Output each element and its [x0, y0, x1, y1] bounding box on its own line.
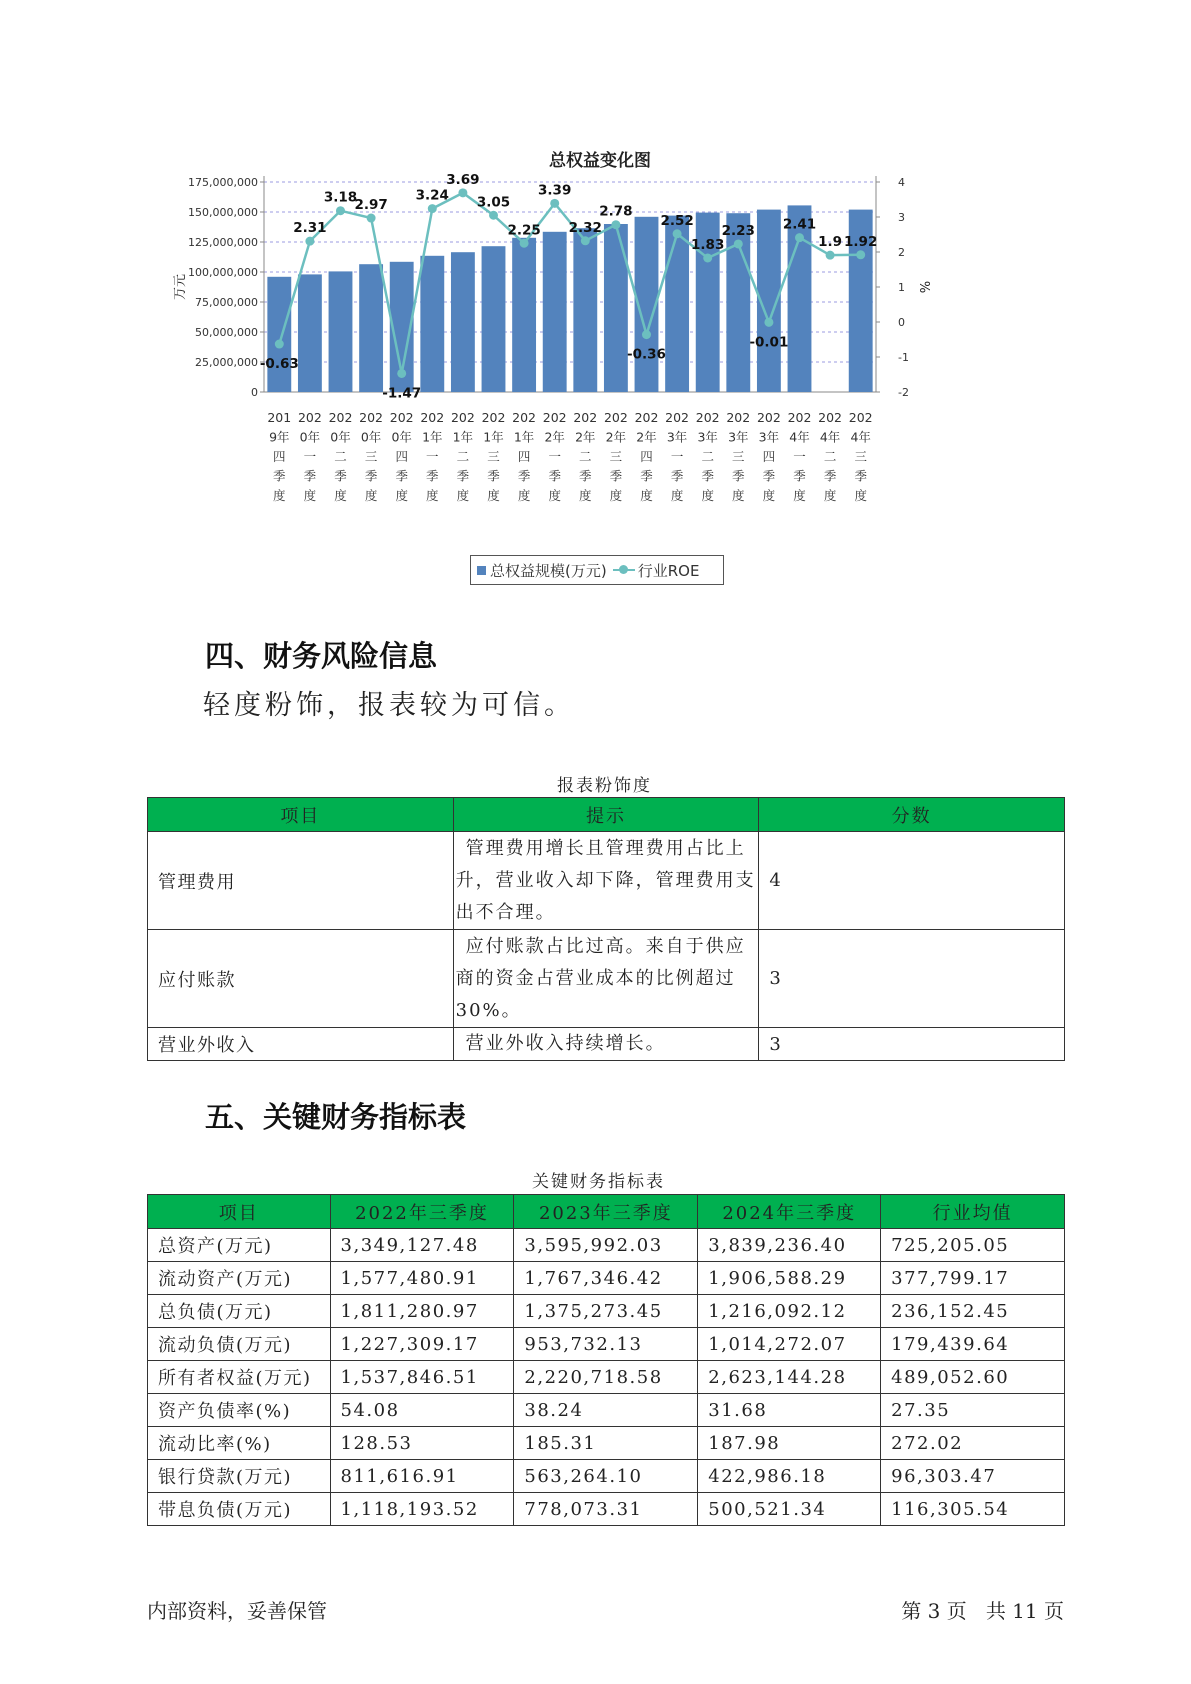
key-table-body — [148, 1229, 1065, 1526]
roe-point — [703, 253, 712, 262]
metric-name: 流动负债(万元) — [148, 1328, 331, 1361]
y2-tick-label: -1 — [898, 351, 909, 364]
x-tick-label: 三 — [487, 449, 500, 464]
y-axis-label: 万元 — [173, 273, 188, 301]
x-tick-label: 季 — [364, 468, 378, 484]
y-tick-label: 100,000,000 — [188, 266, 258, 279]
x-tick-label: 202 — [787, 410, 812, 425]
x-tick-label: 度 — [701, 488, 714, 503]
roe-point — [550, 199, 559, 208]
x-tick-label: 0年 — [299, 429, 321, 445]
metric-value: 3,595,992.03 — [514, 1229, 698, 1262]
bar-equity — [482, 246, 506, 392]
metric-value: 1,014,272.07 — [698, 1328, 881, 1361]
x-tick-label: 季 — [732, 468, 745, 484]
x-tick-label: 202 — [450, 410, 475, 425]
x-tick-label: 3年 — [697, 429, 718, 445]
equity-chart — [168, 138, 1048, 593]
roe-data-label: 3.05 — [476, 194, 511, 211]
roe-point — [826, 251, 835, 260]
bar-equity — [573, 228, 597, 392]
x-tick-label: 0年 — [330, 429, 351, 445]
metric-name: 所有者权益(万元) — [148, 1361, 331, 1394]
y2-tick-label: 0 — [898, 316, 905, 329]
legend-line-swatch — [613, 565, 635, 575]
x-tick-label: 三 — [732, 449, 745, 464]
roe-point — [856, 250, 865, 259]
table-row — [148, 832, 1065, 930]
x-tick-label: 3年 — [728, 429, 749, 445]
roe-data-label: 1.9 — [818, 234, 843, 251]
x-tick-label: 三 — [854, 449, 867, 464]
x-tick-label: 202 — [420, 410, 445, 425]
x-tick-label: 季 — [273, 468, 286, 484]
bar-equity — [298, 274, 322, 392]
x-tick-label: 四 — [762, 449, 776, 464]
roe-point — [795, 233, 804, 242]
x-tick-label: 202 — [328, 410, 353, 425]
metric-value: 272.02 — [881, 1427, 1065, 1460]
metric-value: 377,799.17 — [881, 1262, 1065, 1295]
x-tick-label: 二 — [823, 449, 837, 464]
chart-roe-line — [260, 172, 878, 402]
x-tick-label: 四 — [640, 449, 653, 464]
table-row — [148, 1361, 1065, 1394]
roe-point — [734, 239, 743, 248]
y-tick-label: 175,000,000 — [188, 176, 258, 189]
x-tick-label: 度 — [732, 488, 745, 503]
roe-data-label: -1.47 — [382, 385, 422, 402]
table-row — [148, 1460, 1065, 1493]
x-tick-label: 4年 — [850, 429, 871, 445]
risk-table-header — [148, 798, 1065, 832]
roe-data-label: 2.32 — [568, 219, 602, 236]
x-tick-label: 2年 — [544, 429, 565, 445]
y2-tick-label: 2 — [898, 246, 905, 259]
x-tick-label: 一 — [670, 449, 684, 464]
roe-point — [305, 237, 314, 246]
x-tick-label: 0年 — [360, 429, 382, 445]
metric-value: 128.53 — [330, 1427, 514, 1460]
legend-bar-label: 总权益规模(万元) — [490, 561, 607, 580]
roe-data-label: 2.78 — [599, 203, 633, 220]
risk-score: 3 — [759, 930, 1065, 1028]
roe-point — [458, 188, 467, 197]
key-header-2023q3: 2023年三季度 — [514, 1195, 698, 1229]
y2-tick-label: -2 — [898, 386, 909, 399]
metric-name: 流动资产(万元) — [148, 1262, 331, 1295]
x-tick-label: 4年 — [819, 429, 841, 445]
risk-score: 4 — [759, 832, 1065, 930]
x-tick-label: 一 — [426, 449, 439, 464]
x-tick-label: 季 — [395, 468, 408, 484]
roe-data-label: 1.83 — [691, 236, 725, 253]
x-tick-label: 202 — [481, 410, 506, 425]
x-tick-label: 1年 — [452, 429, 474, 445]
x-tick-label: 三 — [364, 449, 378, 464]
metric-value: 185.31 — [514, 1427, 698, 1460]
x-tick-label: 季 — [426, 468, 439, 484]
risk-hint-line: 30%。 — [455, 999, 522, 1021]
metric-value: 1,577,480.91 — [330, 1262, 514, 1295]
key-header-industry-avg: 行业均值 — [881, 1195, 1065, 1229]
x-tick-label: 一 — [793, 449, 806, 464]
key-header-item: 项目 — [148, 1195, 331, 1229]
x-tick-label: 季 — [701, 468, 714, 484]
risk-item: 应付账款 — [148, 930, 454, 1028]
metric-name: 银行贷款(万元) — [148, 1460, 331, 1493]
y2-axis-label: % — [916, 280, 931, 294]
x-tick-label: 3年 — [758, 429, 780, 445]
x-tick-label: 季 — [640, 468, 653, 484]
y-tick-label: 150,000,000 — [188, 206, 258, 219]
roe-data-label: 2.25 — [507, 222, 541, 239]
footer-confidential: 内部资料，妥善保管 — [147, 1599, 327, 1623]
bar-equity — [420, 256, 444, 392]
x-tick-label: 202 — [573, 410, 598, 425]
risk-hint-line: 应付账款占比过高。来自于供应 — [465, 935, 746, 957]
table-row — [148, 1028, 1065, 1061]
x-tick-label: 季 — [303, 468, 317, 484]
x-tick-label: 度 — [609, 488, 623, 503]
roe-point — [581, 236, 590, 245]
bar-equity — [451, 252, 475, 392]
roe-data-label: 2.97 — [354, 197, 388, 214]
x-tick-label: 201 — [267, 410, 292, 425]
risk-hint-line: 升，营业收入却下降，管理费用支 — [455, 869, 756, 891]
x-tick-label: 202 — [726, 410, 751, 425]
bar-equity — [665, 216, 689, 392]
metric-value: 811,616.91 — [330, 1460, 514, 1493]
roe-point — [764, 318, 773, 327]
bar-equity — [604, 224, 628, 392]
metric-value: 1,537,846.51 — [330, 1361, 514, 1394]
table-row — [148, 1262, 1065, 1295]
metric-value: 236,152.45 — [881, 1295, 1065, 1328]
x-tick-label: 度 — [579, 488, 592, 503]
x-tick-label: 202 — [603, 410, 628, 425]
roe-point — [673, 229, 682, 238]
roe-point — [428, 204, 437, 213]
section4-heading: 四、财务风险信息 — [205, 639, 438, 673]
table-row — [148, 1295, 1065, 1328]
metric-value: 422,986.18 — [698, 1460, 881, 1493]
x-tick-label: 202 — [359, 410, 384, 425]
roe-data-label: -0.01 — [749, 334, 789, 351]
metric-value: 1,767,346.42 — [514, 1262, 698, 1295]
x-tick-label: 度 — [456, 488, 470, 503]
risk-header-hint: 提示 — [453, 798, 759, 832]
x-tick-label: 1年 — [422, 429, 443, 445]
x-tick-label: 季 — [793, 468, 806, 484]
x-tick-label: 度 — [426, 488, 439, 503]
x-tick-label: 一 — [303, 449, 317, 464]
chart-legend — [470, 555, 724, 585]
metric-value: 563,264.10 — [514, 1460, 698, 1493]
roe-point — [489, 211, 498, 220]
table-row — [148, 1328, 1065, 1361]
y-tick-label: 125,000,000 — [188, 236, 258, 249]
metric-value: 953,732.13 — [514, 1328, 698, 1361]
metric-value: 27.35 — [881, 1394, 1065, 1427]
x-tick-label: 一 — [548, 449, 561, 464]
x-tick-label: 季 — [487, 468, 500, 484]
metric-value: 38.24 — [514, 1394, 698, 1427]
risk-score: 3 — [759, 1028, 1065, 1061]
x-tick-label: 202 — [542, 410, 567, 425]
roe-data-label: 2.31 — [293, 220, 327, 237]
x-tick-label: 度 — [793, 488, 806, 503]
metric-value: 1,118,193.52 — [330, 1493, 514, 1526]
bar-equity — [359, 264, 383, 392]
x-tick-label: 四 — [395, 449, 408, 464]
x-tick-label: 季 — [548, 468, 561, 484]
roe-point — [642, 330, 651, 339]
x-tick-label: 度 — [334, 488, 347, 503]
x-tick-label: 202 — [695, 410, 720, 425]
x-tick-label: 度 — [548, 488, 561, 503]
table-row — [148, 1394, 1065, 1427]
metric-value: 1,811,280.97 — [330, 1295, 514, 1328]
metric-value: 2,220,718.58 — [514, 1361, 698, 1394]
key-table-header — [148, 1195, 1065, 1229]
metric-value: 187.98 — [698, 1427, 881, 1460]
x-tick-label: 202 — [818, 410, 843, 425]
metric-value: 1,906,588.29 — [698, 1262, 881, 1295]
table-row — [148, 1493, 1065, 1526]
bar-equity — [512, 238, 536, 392]
risk-table-caption: 报表粉饰度 — [557, 776, 652, 796]
x-tick-label: 度 — [517, 488, 531, 503]
metric-value: 778,073.31 — [514, 1493, 698, 1526]
roe-point — [520, 239, 529, 248]
x-tick-label: 度 — [670, 488, 684, 503]
risk-hint — [453, 930, 759, 1028]
x-tick-label: 季 — [823, 468, 837, 484]
x-tick-label: 202 — [634, 410, 659, 425]
metric-value: 725,205.05 — [881, 1229, 1065, 1262]
table-row — [148, 1229, 1065, 1262]
key-header-2024q3: 2024年三季度 — [698, 1195, 881, 1229]
x-tick-label: 二 — [334, 449, 347, 464]
table-row — [148, 930, 1065, 1028]
roe-point — [611, 220, 620, 229]
x-tick-label: 202 — [512, 410, 537, 425]
roe-data-label: -0.36 — [627, 346, 666, 363]
risk-header-item: 项目 — [148, 798, 454, 832]
x-tick-label: 202 — [389, 410, 414, 425]
x-tick-label: 季 — [456, 468, 470, 484]
x-tick-label: 四 — [273, 449, 286, 464]
x-tick-label: 季 — [334, 468, 347, 484]
roe-point — [275, 340, 284, 349]
x-tick-label: 二 — [456, 449, 470, 464]
x-tick-label: 202 — [756, 410, 781, 425]
y2-tick-label: 3 — [898, 211, 905, 224]
x-tick-label: 3年 — [666, 429, 688, 445]
y-tick-label: 0 — [251, 386, 258, 399]
x-tick-label: 季 — [670, 468, 684, 484]
x-tick-label: 0年 — [391, 429, 412, 445]
x-tick-label: 度 — [823, 488, 837, 503]
x-tick-label: 度 — [273, 488, 286, 503]
risk-hint — [453, 1028, 759, 1061]
x-tick-label: 度 — [303, 488, 317, 503]
metric-value: 489,052.60 — [881, 1361, 1065, 1394]
footer-page-number: 第 3 页 共 11 页 — [901, 1599, 1064, 1623]
metric-value: 179,439.64 — [881, 1328, 1065, 1361]
roe-data-label: -0.63 — [259, 356, 299, 373]
x-tick-label: 度 — [854, 488, 867, 503]
metric-value: 96,303.47 — [881, 1460, 1065, 1493]
y2-tick-label: 4 — [898, 176, 905, 189]
metric-value: 1,375,273.45 — [514, 1295, 698, 1328]
x-tick-label: 季 — [517, 468, 531, 484]
x-tick-label: 季 — [579, 468, 592, 484]
x-tick-label: 季 — [609, 468, 623, 484]
risk-item: 营业外收入 — [148, 1028, 454, 1061]
x-tick-label: 2年 — [575, 429, 596, 445]
x-tick-label: 二 — [701, 449, 714, 464]
metric-value: 1,227,309.17 — [330, 1328, 514, 1361]
key-table-caption: 关键财务指标表 — [532, 1172, 665, 1192]
x-tick-label: 2年 — [605, 429, 627, 445]
x-tick-label: 度 — [395, 488, 408, 503]
table-row — [148, 1427, 1065, 1460]
x-tick-label: 2年 — [636, 429, 657, 445]
x-tick-label: 9年 — [269, 429, 290, 445]
y-tick-label: 25,000,000 — [195, 356, 258, 369]
metric-value: 500,521.34 — [698, 1493, 881, 1526]
metric-value: 3,839,236.40 — [698, 1229, 881, 1262]
risk-header-score: 分数 — [759, 798, 1065, 832]
risk-hint-line: 管理费用增长且管理费用占比上 — [465, 837, 746, 859]
x-tick-label: 度 — [364, 488, 378, 503]
metric-value: 3,349,127.48 — [330, 1229, 514, 1262]
roe-data-label: 2.52 — [660, 212, 694, 229]
x-tick-label: 度 — [762, 488, 776, 503]
risk-hint-line: 出不合理。 — [455, 901, 556, 923]
metric-value: 2,623,144.28 — [698, 1361, 881, 1394]
risk-hint-line: 商的资金占营业成本的比例超过 — [455, 967, 736, 989]
y2-tick-label: 1 — [898, 281, 905, 294]
roe-data-label: 1.92 — [844, 233, 878, 250]
legend-bar-swatch — [477, 566, 486, 575]
metric-name: 总资产(万元) — [148, 1229, 331, 1262]
roe-data-label: 3.18 — [323, 189, 358, 206]
roe-point — [397, 369, 406, 378]
metric-value: 31.68 — [698, 1394, 881, 1427]
metric-name: 资产负债率(%) — [148, 1394, 331, 1427]
y-tick-label: 50,000,000 — [195, 326, 258, 339]
risk-table — [147, 797, 1065, 1061]
x-tick-label: 4年 — [789, 429, 810, 445]
roe-point — [336, 206, 345, 215]
x-tick-label: 季 — [762, 468, 776, 484]
metric-value: 1,216,092.12 — [698, 1295, 881, 1328]
metric-name: 流动比率(%) — [148, 1427, 331, 1460]
x-tick-label: 度 — [487, 488, 500, 503]
x-tick-label: 202 — [665, 410, 690, 425]
legend-line-label: 行业ROE — [637, 561, 700, 580]
key-metrics-table — [147, 1194, 1065, 1526]
x-tick-label: 1年 — [513, 429, 535, 445]
metric-value: 54.08 — [330, 1394, 514, 1427]
metric-value: 116,305.54 — [881, 1493, 1065, 1526]
section5-heading: 五、关键财务指标表 — [205, 1100, 467, 1134]
roe-point — [367, 214, 376, 223]
x-tick-label: 1年 — [483, 429, 504, 445]
x-tick-label: 202 — [848, 410, 873, 425]
metric-name: 带息负债(万元) — [148, 1493, 331, 1526]
bar-equity — [329, 271, 353, 392]
roe-data-label: 3.69 — [446, 171, 480, 188]
roe-data-label: 2.41 — [782, 216, 817, 233]
section4-text: 轻度粉饰，报表较为可信。 — [203, 690, 575, 721]
roe-data-label: 2.23 — [721, 222, 755, 239]
x-tick-label: 202 — [297, 410, 322, 425]
risk-hint — [453, 832, 759, 930]
y-tick-label: 75,000,000 — [195, 296, 258, 309]
x-tick-label: 三 — [609, 449, 623, 464]
x-tick-label: 度 — [640, 488, 653, 503]
chart-title: 总权益变化图 — [549, 151, 651, 171]
x-tick-label: 二 — [579, 449, 592, 464]
x-tick-label: 季 — [854, 468, 867, 484]
risk-item: 管理费用 — [148, 832, 454, 930]
bar-equity — [267, 277, 291, 392]
roe-data-label: 3.24 — [415, 187, 449, 204]
x-tick-label: 四 — [517, 449, 531, 464]
roe-data-label: 3.39 — [538, 182, 572, 199]
metric-name: 总负债(万元) — [148, 1295, 331, 1328]
key-header-2022q3: 2022年三季度 — [330, 1195, 514, 1229]
risk-hint-line: 营业外收入持续增长。 — [465, 1033, 666, 1054]
chart-x-axis-labels — [267, 410, 872, 503]
bar-equity — [543, 232, 567, 392]
